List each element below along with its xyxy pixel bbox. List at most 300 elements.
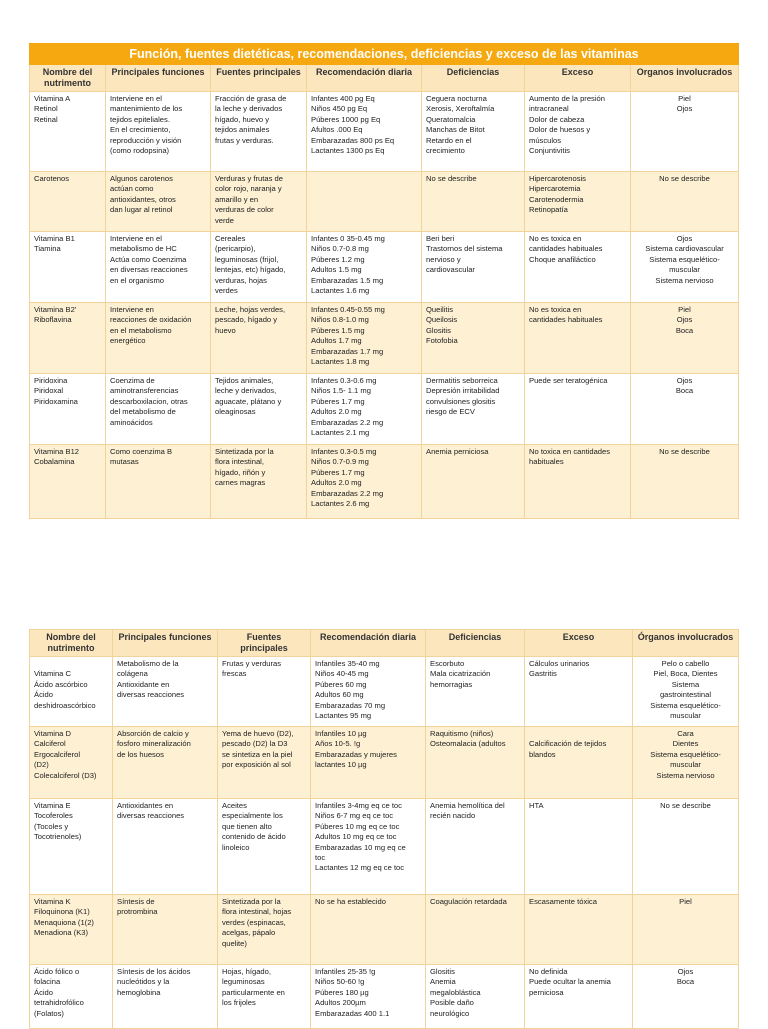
cell-line: antioxidantes, otros <box>110 194 176 204</box>
cell-organos <box>631 303 739 374</box>
cell-line: Ojos <box>677 967 694 976</box>
cell-line: Sintetizada por la <box>215 447 274 456</box>
cell-line: Embarazadas 10 mg eq ce <box>315 842 406 852</box>
cell-line: En el crecimiento, <box>110 125 171 135</box>
cell-line: No se describe <box>426 174 477 183</box>
cell-funciones <box>113 895 218 965</box>
cell-recomendacion <box>311 657 426 727</box>
table-row <box>30 799 739 895</box>
cell-line: tejidos animales <box>215 125 270 135</box>
cell-line: perniciosa <box>529 987 564 997</box>
cell-line: color rojo, naranja y <box>215 184 282 194</box>
cell-line: Dermatitis seborreica <box>426 376 498 385</box>
table-row <box>30 232 739 303</box>
cell-line: Embarazadas 70 mg <box>315 700 386 710</box>
cell-line: Calciferol <box>34 739 66 749</box>
cell-deficiencias <box>426 895 525 965</box>
cell-line: aguacate, plátano y <box>215 396 282 406</box>
cell-nombre <box>30 232 106 303</box>
cell-line: particularmente en <box>222 987 285 997</box>
cell-line: Lactantes 1.6 mg <box>311 286 370 296</box>
cell-line: Niños 6-7 mg eq ce toc <box>315 811 394 821</box>
cell-line: recién nacido <box>430 811 476 821</box>
header-exceso: Exceso <box>525 65 631 92</box>
cell-line: Lactantes 1300 ps Eq <box>311 146 385 156</box>
cell-line: Boca <box>676 977 695 987</box>
cell-line: Menadiona (K3) <box>34 928 89 938</box>
cell-line: Coagulación retardada <box>430 897 507 906</box>
cell-line: crecimiento <box>426 146 465 156</box>
cell-line: Tiamina <box>34 244 61 254</box>
cell-line: (como rodopsina) <box>110 146 170 156</box>
cell-line: se sintetiza en la piel <box>222 749 293 759</box>
cell-line: Escorbuto <box>430 659 465 668</box>
cell-line: Cobalamina <box>34 457 75 467</box>
cell-line: Escasamente tóxica <box>529 897 597 906</box>
cell-line: Adultos 1.7 mg <box>311 336 362 346</box>
cell-fuentes <box>218 657 311 727</box>
cell-line: Retinal <box>34 114 58 124</box>
cell-nombre <box>30 965 113 1029</box>
cell-line: Puede ser teratogénica <box>529 376 608 385</box>
cell-line: Adultos 2.0 mg <box>311 478 362 488</box>
cell-line: verduras de color <box>215 205 274 215</box>
cell-line: frutas y verduras. <box>215 135 274 145</box>
cell-line <box>34 659 108 669</box>
cell-line: No es toxica en <box>529 305 582 314</box>
cell-fuentes <box>211 445 307 519</box>
cell-line: Conjuntivitis <box>529 146 570 156</box>
header-exceso: Exceso <box>525 630 633 657</box>
cell-funciones <box>113 727 218 799</box>
cell-deficiencias <box>422 172 525 232</box>
cell-nombre <box>30 445 106 519</box>
cell-line: Raquitismo (niños) <box>430 729 494 738</box>
cell-line: Púberes 10 mg eq ce toc <box>315 821 400 831</box>
cell-deficiencias <box>422 232 525 303</box>
cell-fuentes <box>211 92 307 172</box>
cell-line: Riboflavina <box>34 315 72 325</box>
cell-line: Cereales <box>215 234 246 243</box>
cell-line: Adultos 10 mg eq ce toc <box>315 832 397 842</box>
cell-line: Niños 50-60 !g <box>315 977 365 987</box>
cell-line: Infantiles 35-40 mg <box>315 659 380 668</box>
cell-line: Adultos 1.5 mg <box>311 265 362 275</box>
cell-line: dan lugar al retinol <box>110 205 173 215</box>
cell-line: frescas <box>222 669 247 679</box>
cell-line: Verduras y frutas de <box>215 174 283 183</box>
cell-line: Actúa como Coenzima <box>110 254 187 264</box>
cell-funciones <box>106 445 211 519</box>
cell-organos <box>631 232 739 303</box>
cell-line: Niños 1.5- 1.1 mg <box>311 386 371 396</box>
cell-line: Ácido ascórbico <box>34 679 88 689</box>
cell-deficiencias <box>422 303 525 374</box>
cell-nombre <box>30 895 113 965</box>
cell-line: Púberes 180 µg <box>315 987 369 997</box>
cell-line: Púberes 60 mg <box>315 679 367 689</box>
cell-line: Antioxidante en <box>117 679 170 689</box>
cell-nombre <box>30 799 113 895</box>
cell-line: quelite) <box>222 938 247 948</box>
cell-organos <box>633 657 739 727</box>
cell-line: Vitamina B2' <box>34 305 77 314</box>
header-fuentes: Fuentes principales <box>218 630 311 657</box>
cell-line: Infantiles 3-4mg eq ce toc <box>315 801 402 810</box>
cell-line: Gastritis <box>529 669 557 679</box>
header-recomendacion: Recomendación diaria <box>311 630 426 657</box>
header-deficiencias: Deficiencias <box>426 630 525 657</box>
cell-line: (Tocoles y <box>34 821 69 831</box>
cell-line: hígado, riñón y <box>215 467 266 477</box>
cell-line: energético <box>110 336 146 346</box>
cell-line: huevo <box>215 325 236 335</box>
cell-line: Ácido fólico o <box>34 967 80 976</box>
cell-recomendacion <box>311 727 426 799</box>
cell-line: Lactantes 12 mg eq ce toc <box>315 863 405 873</box>
table-row <box>30 92 739 172</box>
header-nombre: Nombre del nutrimento <box>30 65 106 92</box>
cell-line: pescado (D2) la D3 <box>222 739 288 749</box>
cell-line: Piel <box>678 305 691 314</box>
cell-line: deshidroascórbico <box>34 700 96 710</box>
cell-line: Afultos .000 Eq <box>311 125 363 135</box>
cell-line: aminoácidos <box>110 417 153 427</box>
cell-line: Fracción de grasa de <box>215 94 287 103</box>
cell-recomendacion <box>307 445 422 519</box>
cell-line: en el organismo <box>110 275 165 285</box>
table-row <box>30 727 739 799</box>
cell-line: lentejas, etc) hígado, <box>215 265 286 275</box>
cell-line: Anemia hemolítica del <box>430 801 505 810</box>
cell-line: Menaquiona (1(2) <box>34 917 94 927</box>
cell-line: Carotenos <box>34 174 70 183</box>
cell-line: Infantiles 10 µg <box>315 729 367 738</box>
cell-deficiencias <box>426 965 525 1029</box>
cell-line: Sistema nervioso <box>656 770 715 780</box>
cell-line: Lactantes 1.8 mg <box>311 357 370 367</box>
cell-exceso <box>525 727 633 799</box>
cell-line: verdes (espinacas, <box>222 917 286 927</box>
cell-deficiencias <box>426 727 525 799</box>
cell-line: especialmente los <box>222 811 283 821</box>
cell-exceso <box>525 374 631 445</box>
cell-fuentes <box>211 303 307 374</box>
cell-line: habituales <box>529 457 564 467</box>
cell-line: Adultos 60 mg <box>315 690 364 700</box>
cell-line: Piel, Boca, Dientes <box>653 669 718 679</box>
cell-line: Antioxidantes en <box>117 801 174 810</box>
cell-deficiencias <box>422 92 525 172</box>
cell-line: No se ha establecido <box>315 897 386 906</box>
cell-line: Vitamina A <box>34 94 71 103</box>
cell-exceso <box>525 657 633 727</box>
cell-line: leche y derivados, <box>215 386 277 396</box>
cell-line: Boca <box>675 386 694 396</box>
cell-fuentes <box>218 799 311 895</box>
cell-funciones <box>106 232 211 303</box>
cell-line: Leche, hojas verdes, <box>215 305 286 314</box>
cell-line: tetrahidrofólico <box>34 998 84 1008</box>
cell-line: cantidades habituales <box>529 315 603 325</box>
cell-line: Tejidos animales, <box>215 376 274 385</box>
cell-line: intracraneal <box>529 104 569 114</box>
cell-line: Hipercarotemia <box>529 184 581 194</box>
cell-line: convulsiones glositis <box>426 396 496 406</box>
cell-line: Niños 0.7-0.9 mg <box>311 457 369 467</box>
cell-line: Coenzima de <box>110 376 155 385</box>
cell-line: flora intestinal, hojas <box>222 907 292 917</box>
cell-line: en diversas reacciones <box>110 265 188 275</box>
cell-line: Embarazadas 2.2 mg <box>311 488 384 498</box>
cell-line: gastrointestinal <box>659 690 712 700</box>
cell-funciones <box>113 965 218 1029</box>
cell-line: Vitamina E <box>34 801 71 810</box>
cell-line: Retinopatía <box>529 205 568 215</box>
cell-recomendacion <box>307 232 422 303</box>
cell-nombre <box>30 303 106 374</box>
cell-line: músculos <box>529 135 562 145</box>
cell-line: verde <box>215 215 234 225</box>
cell-line: mantenimiento de los <box>110 104 183 114</box>
cell-line: Ácido <box>34 690 53 700</box>
cell-line: Aceites <box>222 801 247 810</box>
cell-line: Vitamina B12 <box>34 447 80 456</box>
cell-line: Infantes 0 35-0.45 mg <box>311 234 385 243</box>
vitamins-table-1 <box>29 43 739 519</box>
cell-line: que tienen alto <box>222 821 272 831</box>
cell-line: por exposición al sol <box>222 760 291 770</box>
cell-line: Piel <box>679 897 692 906</box>
cell-line: Piridoxal <box>34 386 64 396</box>
cell-line: Vitamina C <box>34 669 72 679</box>
cell-organos <box>633 895 739 965</box>
cell-line: Cálculos urinarios <box>529 659 590 668</box>
cell-line: Adultos 2.0 mg <box>311 407 362 417</box>
cell-line: Aumento de la presión <box>529 94 605 103</box>
cell-line: neurológico <box>430 1008 470 1018</box>
header-recomendacion: Recomendación diaria <box>307 65 422 92</box>
cell-line: Mala cicatrización <box>430 669 491 679</box>
cell-line: nucleótidos y la <box>117 977 170 987</box>
cell-line: Interviene en <box>110 305 154 314</box>
cell-line: Tocoferoles <box>34 811 73 821</box>
cell-line: protrombina <box>117 907 158 917</box>
cell-line: acelgas, pápalo <box>222 928 276 938</box>
cell-line: Ojos <box>676 376 693 385</box>
cell-line: verdes <box>215 286 238 296</box>
cell-exceso <box>525 965 633 1029</box>
cell-exceso <box>525 172 631 232</box>
cell-line: tejidos epiteliales. <box>110 114 170 124</box>
cell-funciones <box>113 657 218 727</box>
cell-nombre <box>30 92 106 172</box>
header-funciones: Principales funciones <box>106 65 211 92</box>
cell-line: Hipercarotenosis <box>529 174 586 183</box>
cell-line: oleaginosas <box>215 407 256 417</box>
header-organos: Organos involucrados <box>631 65 739 92</box>
cell-line: Infantes 0.3-0.5 mg <box>311 447 377 456</box>
cell-line: Lactantes 95 mg <box>315 711 372 721</box>
cell-nombre <box>30 727 113 799</box>
table-row <box>30 657 739 727</box>
cell-line: Anemia <box>430 977 456 987</box>
cell-line: Embarazadas 1.5 mg <box>311 275 384 285</box>
table-row <box>30 172 739 232</box>
cell-line: Piridoxamina <box>34 396 78 406</box>
cell-line: hemoglobina <box>117 987 161 997</box>
table-row <box>30 965 739 1029</box>
cell-line: Ojos <box>676 234 693 243</box>
cell-line: Ojos <box>676 315 693 325</box>
cell-line: folacina <box>34 977 61 987</box>
cell-line: Calcificación de tejidos <box>529 739 607 749</box>
cell-fuentes <box>211 232 307 303</box>
cell-line: HTA <box>529 801 544 810</box>
cell-exceso <box>525 232 631 303</box>
cell-line: flora intestinal, <box>215 457 264 467</box>
cell-line: Interviene en el <box>110 94 162 103</box>
cell-funciones <box>106 172 211 232</box>
cell-line: Dientes <box>672 739 699 749</box>
cell-line: Queilitis <box>426 305 454 314</box>
table-row <box>30 895 739 965</box>
cell-line: Púberes 1.5 mg <box>311 325 365 335</box>
cell-line: Absorción de calcio y <box>117 729 189 738</box>
table-row <box>30 445 739 519</box>
cell-line: Xerosis, Xeroftalmía <box>426 104 495 114</box>
cell-line: Ácido <box>34 987 53 997</box>
cell-line: Glositis <box>430 967 455 976</box>
cell-line: pescado, hígado y <box>215 315 278 325</box>
cell-line: Carotenodermia <box>529 194 584 204</box>
cell-line: No se describe <box>659 174 710 183</box>
header-row <box>30 65 739 92</box>
cell-exceso <box>525 445 631 519</box>
cell-line: Adultos 200µm <box>315 998 366 1008</box>
cell-fuentes <box>218 965 311 1029</box>
cell-line: Queratomalcia <box>426 114 476 124</box>
cell-line: Embarazadas y mujeres <box>315 749 397 759</box>
cell-line: Infantiles 25-35 !g <box>315 967 376 976</box>
cell-line: colágena <box>117 669 148 679</box>
cell-line: (Folatos) <box>34 1008 64 1018</box>
cell-line: Dolor de cabeza <box>529 114 585 124</box>
cell-line: Pelo o cabello <box>661 659 710 668</box>
cell-exceso <box>525 895 633 965</box>
cell-deficiencias <box>422 445 525 519</box>
cell-line: Osteomalacia (adultos <box>430 739 506 749</box>
cell-line: Posible daño <box>430 998 474 1008</box>
cell-line: Ojos <box>676 104 693 114</box>
cell-line: cantidades habituales <box>529 244 603 254</box>
cell-line: Queilosis <box>426 315 458 325</box>
cell-line: la leche y derivados <box>215 104 283 114</box>
table-row <box>30 374 739 445</box>
cell-recomendacion <box>311 895 426 965</box>
cell-line: Lactantes 2.6 mg <box>311 499 370 509</box>
cell-line: Piridoxina <box>34 376 68 385</box>
cell-line: linoleico <box>222 842 250 852</box>
header-deficiencias: Deficiencias <box>422 65 525 92</box>
cell-line: riesgo de ECV <box>426 407 475 417</box>
cell-line: Como coenzima B <box>110 447 173 456</box>
cell-line: Filoquinona (K1) <box>34 907 90 917</box>
cell-line: diversas reacciones <box>117 690 185 700</box>
cell-line: Sistema <box>671 679 700 689</box>
cell-line: Púberes 1000 pg Eq <box>311 114 381 124</box>
cell-line: Embarazadas 400 1.1 <box>315 1008 390 1018</box>
cell-line: muscular <box>670 711 701 721</box>
cell-line: Sistema esquelético- <box>650 700 721 710</box>
cell-organos <box>631 374 739 445</box>
cell-line: del metabolismo de <box>110 407 176 417</box>
cell-recomendacion <box>311 965 426 1029</box>
cell-line: metabolismo de HC <box>110 244 177 254</box>
cell-line: Interviene en el <box>110 234 162 243</box>
cell-line: Infantes 0.45-0.55 mg <box>311 305 385 314</box>
cell-line: leguminosas <box>222 977 265 987</box>
cell-line: Hojas, hígado, <box>222 967 271 976</box>
cell-line: Infantes 400 pg Eq <box>311 94 375 103</box>
cell-line: Boca <box>675 325 694 335</box>
cell-funciones <box>113 799 218 895</box>
cell-line: hemorragias <box>430 679 473 689</box>
cell-line: lactantes 10 µg <box>315 760 367 770</box>
cell-funciones <box>106 303 211 374</box>
cell-line: muscular <box>670 760 701 770</box>
cell-line: Choque anafiláctico <box>529 254 596 264</box>
cell-line: Depresión irritabilidad <box>426 386 500 396</box>
cell-line <box>529 729 628 739</box>
cell-line: Puede ocultar la anemia <box>529 977 611 987</box>
cell-line: aminotransferencias <box>110 386 179 396</box>
cell-recomendacion <box>311 799 426 895</box>
cell-line: los frijoles <box>222 998 256 1008</box>
cell-deficiencias <box>426 799 525 895</box>
cell-deficiencias <box>426 657 525 727</box>
cell-fuentes <box>211 172 307 232</box>
cell-line: amarillo y en <box>215 194 259 204</box>
cell-organos <box>633 799 739 895</box>
table-title: Función, fuentes dietéticas, recomendaciones, deficiencias y exceso de las vitaminas <box>30 44 739 65</box>
cell-organos <box>631 92 739 172</box>
cell-line: Púberes 1.7 mg <box>311 396 365 406</box>
table-body <box>30 657 739 1029</box>
cell-funciones <box>106 374 211 445</box>
cell-line: No se describe <box>659 447 710 456</box>
cell-exceso <box>525 303 631 374</box>
cell-line: Tocotrienoles) <box>34 832 82 842</box>
cell-line: blandos <box>529 749 556 759</box>
cell-line: (pericarpio), <box>215 244 256 254</box>
cell-line: Niños 0.7-0.8 mg <box>311 244 369 254</box>
cell-organos <box>633 965 739 1029</box>
cell-line: Fotofobia <box>426 336 458 346</box>
cell-organos <box>631 445 739 519</box>
cell-line: Retardo en el <box>426 135 472 145</box>
cell-line: Embarazadas 2.2 mg <box>311 417 384 427</box>
cell-line: fosforo mineralización <box>117 739 191 749</box>
table-row <box>30 303 739 374</box>
cell-line: toc <box>315 853 326 863</box>
cell-line: megaloblástica <box>430 987 481 997</box>
cell-line: Manchas de Bitot <box>426 125 485 135</box>
cell-line: Sistema cardiovascular <box>645 244 724 254</box>
cell-line: Yema de huevo (D2), <box>222 729 294 738</box>
cell-deficiencias <box>422 374 525 445</box>
cell-line: de los huesos <box>117 749 164 759</box>
